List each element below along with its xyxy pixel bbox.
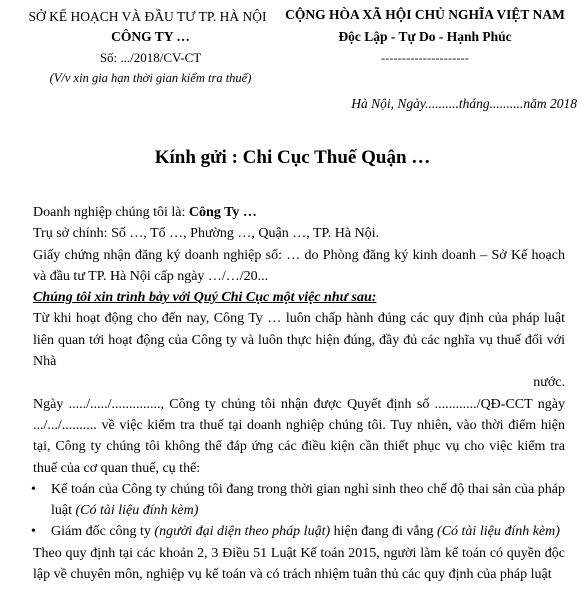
letter-body	[33, 202, 565, 585]
national-title: CỘNG HÒA XÃ HỘI CHỦ NGHĨA VIỆT NAM	[285, 7, 565, 22]
head-office-line: Trụ sở chính: Số …, Tổ …, Phường …, Quận …, TP. Hà Nội.	[33, 226, 380, 242]
header-divider: ---------------------	[380, 51, 470, 65]
bullet-icon: •	[31, 481, 36, 497]
national-motto: Độc Lập - Tự Do - Hạnh Phúc	[338, 29, 512, 44]
list-item	[33, 521, 565, 542]
section-heading: Chúng tôi xin trình bày với Quý Chi Cục một việc như sau:	[33, 290, 377, 306]
document-subject: (V/v xin gia hạn thời gian kiểm tra thuế)	[49, 71, 252, 85]
list-item	[33, 479, 565, 522]
paragraph-1-main: Từ khi hoạt động cho đến nay, Công Ty … luôn chấp hành đúng các quy định của pháp luật liên quan tới hoạt động của Công ty và luôn thực hiện đúng, đầy đủ các nghĩa vụ thuế đối với Nhà	[33, 311, 565, 370]
department-name: SỞ KẾ HOẠCH VÀ ĐẦU TƯ TP. HÀ NỘI	[28, 9, 267, 24]
bullet-2-note-b: (Có tài liệu đính kèm)	[437, 524, 560, 540]
place-and-date: Hà Nội, Ngày..........tháng..........năm 2018	[351, 96, 577, 111]
bullet-2-text-a: Giám đốc công ty	[51, 524, 155, 540]
paragraph-3: Theo quy định tại các khoản 2, 3 Điều 51 Luật Kế toán 2015, người làm kế toán có quyền độc lập về chuyên môn, nghiệp vụ kế toán và có trách nhiệm tuân thủ các quy định của pháp luật	[33, 545, 565, 583]
enterprise-name: Công Ty …	[188, 205, 257, 220]
document-number: Số: .../2018/CV-CT	[99, 50, 202, 65]
salutation: Kính gửi : Chi Cục Thuế Quận …	[154, 147, 431, 168]
sender-header	[28, 8, 273, 87]
bullet-icon: •	[31, 524, 36, 540]
certificate-line: Giấy chứng nhận đăng ký doanh nghiệp số: … do Phòng đăng ký kinh doanh – Sở Kế hoạch và đầu tư TP. Hà Nội cấp ngày …/…/20...	[33, 247, 565, 284]
bullet-2-text-b: hiện đang đi vắng	[330, 524, 438, 540]
paragraph-2: Ngày ...../...../.............., Công ty chúng tôi nhận được Quyết định số ............/QĐ-CCT ngày .../.../.......... về việc kiểm tra thuế tại doanh nghiệp chúng tôi. Tuy nhiên, vào thời điểm hiện tại, Công ty chúng tôi không thể đáp ứng các điều kiện cần thiết phục vụ cho việc kiểm tra thuế của cơ quan thuế, cụ thể:	[33, 396, 565, 476]
issue-list	[33, 479, 565, 543]
paragraph-1-end: nước.	[533, 375, 565, 391]
national-header	[280, 6, 570, 66]
bullet-2-note-a: (người đại diện theo pháp luật)	[154, 524, 331, 540]
enterprise-line	[33, 202, 565, 223]
bullet-1-text: Kế toán của Công ty chúng tôi đang trong thời gian nghỉ sinh theo chế độ thai sản của pháp luật	[51, 481, 565, 519]
enterprise-prefix: Doanh nghiệp chúng tôi là:	[33, 205, 189, 220]
bullet-1-note: (Có tài liệu đính kèm)	[75, 503, 199, 519]
company-name: CÔNG TY …	[111, 29, 190, 44]
